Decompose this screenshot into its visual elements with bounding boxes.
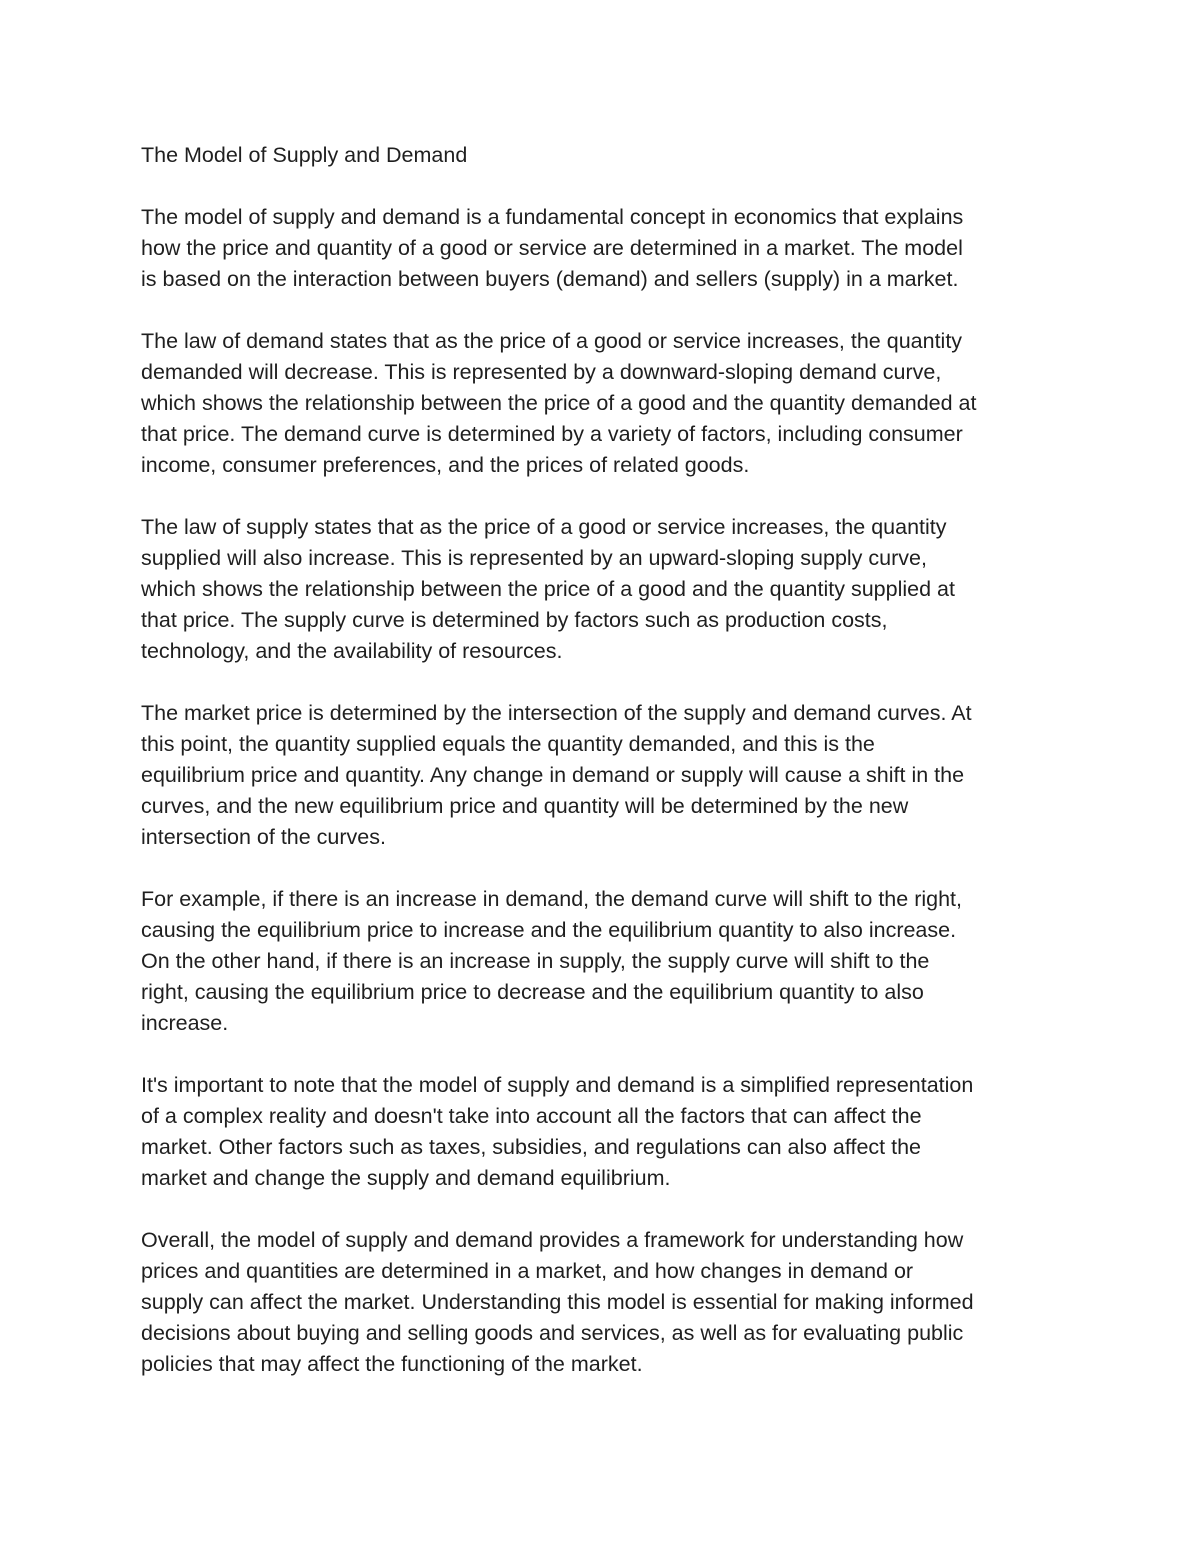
text-line: that price. The demand curve is determined by a variety of factors, including consumer <box>141 422 963 446</box>
paragraph-intro <box>141 202 1061 295</box>
text-line: decisions about buying and selling goods and services, as well as for evaluating public <box>141 1321 964 1345</box>
text-line: The law of demand states that as the price of a good or service increases, the quantity <box>141 329 963 353</box>
text-line: intersection of the curves. <box>141 825 386 849</box>
text-line: of a complex reality and doesn't take into account all the factors that can affect the <box>141 1104 922 1128</box>
paragraph-conclusion <box>141 1225 1061 1380</box>
text-line: market. Other factors such as taxes, subsidies, and regulations can also affect the <box>141 1135 921 1159</box>
text-line: which shows the relationship between the price of a good and the quantity supplied at <box>141 577 955 601</box>
text-line: demanded will decrease. This is represented by a downward-sloping demand curve, <box>141 360 942 384</box>
text-line: On the other hand, if there is an increase in supply, the supply curve will shift to the <box>141 949 930 973</box>
paragraph-example <box>141 884 1061 1039</box>
text-line: that price. The supply curve is determined by factors such as production costs, <box>141 608 888 632</box>
text-line: market and change the supply and demand equilibrium. <box>141 1166 671 1190</box>
paragraph-limitations <box>141 1070 1061 1194</box>
paragraph-market-price <box>141 698 1061 853</box>
text-line: curves, and the new equilibrium price and quantity will be determined by the new <box>141 794 909 818</box>
text-line: how the price and quantity of a good or service are determined in a market. The model <box>141 236 963 260</box>
text-line: For example, if there is an increase in demand, the demand curve will shift to the right, <box>141 887 962 911</box>
text-line: The law of supply states that as the price of a good or service increases, the quantity <box>141 515 947 539</box>
paragraph-law-of-demand <box>141 326 1061 481</box>
document-title: The Model of Supply and Demand <box>141 143 468 167</box>
paragraph-law-of-supply <box>141 512 1061 667</box>
text-line: The market price is determined by the intersection of the supply and demand curves. At <box>141 701 972 725</box>
text-line: technology, and the availability of resources. <box>141 639 563 663</box>
text-line: is based on the interaction between buyers (demand) and sellers (supply) in a market. <box>141 267 959 291</box>
text-line: causing the equilibrium price to increase and the equilibrium quantity to also increase. <box>141 918 957 942</box>
text-line: supplied will also increase. This is represented by an upward-sloping supply curve, <box>141 546 927 570</box>
document-body <box>141 140 1061 1411</box>
text-line: Overall, the model of supply and demand provides a framework for understanding how <box>141 1228 964 1252</box>
text-line: prices and quantities are determined in a market, and how changes in demand or <box>141 1259 914 1283</box>
text-line: right, causing the equilibrium price to decrease and the equilibrium quantity to also <box>141 980 924 1004</box>
text-line: income, consumer preferences, and the prices of related goods. <box>141 453 750 477</box>
text-line: increase. <box>141 1011 229 1035</box>
text-line: this point, the quantity supplied equals the quantity demanded, and this is the <box>141 732 875 756</box>
text-line: which shows the relationship between the price of a good and the quantity demanded at <box>141 391 977 415</box>
text-line: The model of supply and demand is a fundamental concept in economics that explains <box>141 205 964 229</box>
text-line: It's important to note that the model of supply and demand is a simplified representation <box>141 1073 974 1097</box>
text-line: policies that may affect the functioning of the market. <box>141 1352 643 1376</box>
text-line: equilibrium price and quantity. Any change in demand or supply will cause a shift in the <box>141 763 965 787</box>
text-line: supply can affect the market. Understanding this model is essential for making informed <box>141 1290 974 1314</box>
